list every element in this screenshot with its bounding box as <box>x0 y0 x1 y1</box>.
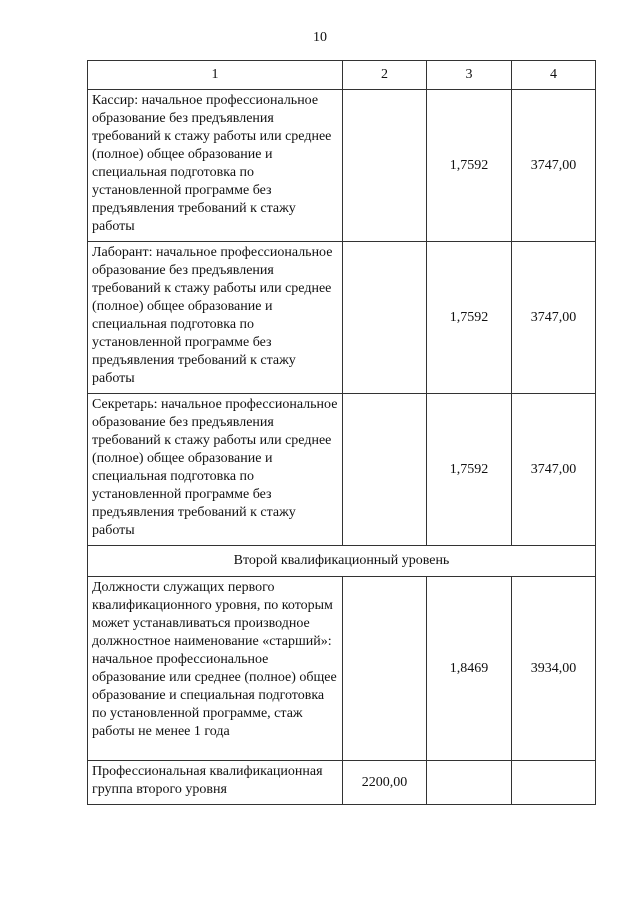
base-salary-cell <box>343 577 427 761</box>
column-header-3: 3 <box>427 61 512 90</box>
salary-cell: 3747,00 <box>512 242 596 394</box>
position-description: Должности служащих первого квалификационного уровня, по которым может устанавливаться производное должностное наименование «старший»: начальное профессиональное образование или среднее (полное) общее образование и специальная подготовка по установленной программе, стаж работы не менее 1 года <box>88 577 343 761</box>
column-header-4: 4 <box>512 61 596 90</box>
position-description: Секретарь: начальное профессиональное образование без предъявления требований к стажу работы или среднее (полное) общее образование и специальная подготовка по установленной программе без предъявления требований к стажу работы <box>88 394 343 546</box>
column-header-1: 1 <box>88 61 343 90</box>
coefficient-cell: 1,7592 <box>427 90 512 242</box>
base-salary-cell <box>343 394 427 546</box>
base-salary-cell: 2200,00 <box>343 761 427 805</box>
coefficient-cell: 1,7592 <box>427 394 512 546</box>
salary-cell: 3747,00 <box>512 90 596 242</box>
coefficient-cell: 1,7592 <box>427 242 512 394</box>
position-description: Лаборант: начальное профессиональное образование без предъявления требований к стажу работы или среднее (полное) общее образование и специальная подготовка по установленной программе без предъявления требований к стажу работы <box>88 242 343 394</box>
table-row-lab-assistant <box>88 242 596 394</box>
page-number: 10 <box>313 30 327 45</box>
table-row-group-second-level <box>88 761 596 805</box>
base-salary-cell <box>343 90 427 242</box>
salary-cell: 3934,00 <box>512 577 596 761</box>
table-row-secretary <box>88 394 596 546</box>
coefficient-cell: 1,8469 <box>427 577 512 761</box>
table-header-row <box>88 61 596 90</box>
position-description: Кассир: начальное профессиональное образование без предъявления требований к стажу работы или среднее (полное) общее образование и специальная подготовка по установленной программе без предъявления требований к стажу работы <box>88 90 343 242</box>
salary-cell: 3747,00 <box>512 394 596 546</box>
coefficient-cell <box>427 761 512 805</box>
table-row-cashier <box>88 90 596 242</box>
group-description: Профессиональная квалификационная группа второго уровня <box>88 761 343 805</box>
salary-cell <box>512 761 596 805</box>
table-row-senior-positions <box>88 577 596 761</box>
qualification-level-heading: Второй квалификационный уровень <box>88 546 596 577</box>
column-header-2: 2 <box>343 61 427 90</box>
base-salary-cell <box>343 242 427 394</box>
salary-table <box>87 60 596 805</box>
table-row-qualification-level <box>88 546 596 577</box>
